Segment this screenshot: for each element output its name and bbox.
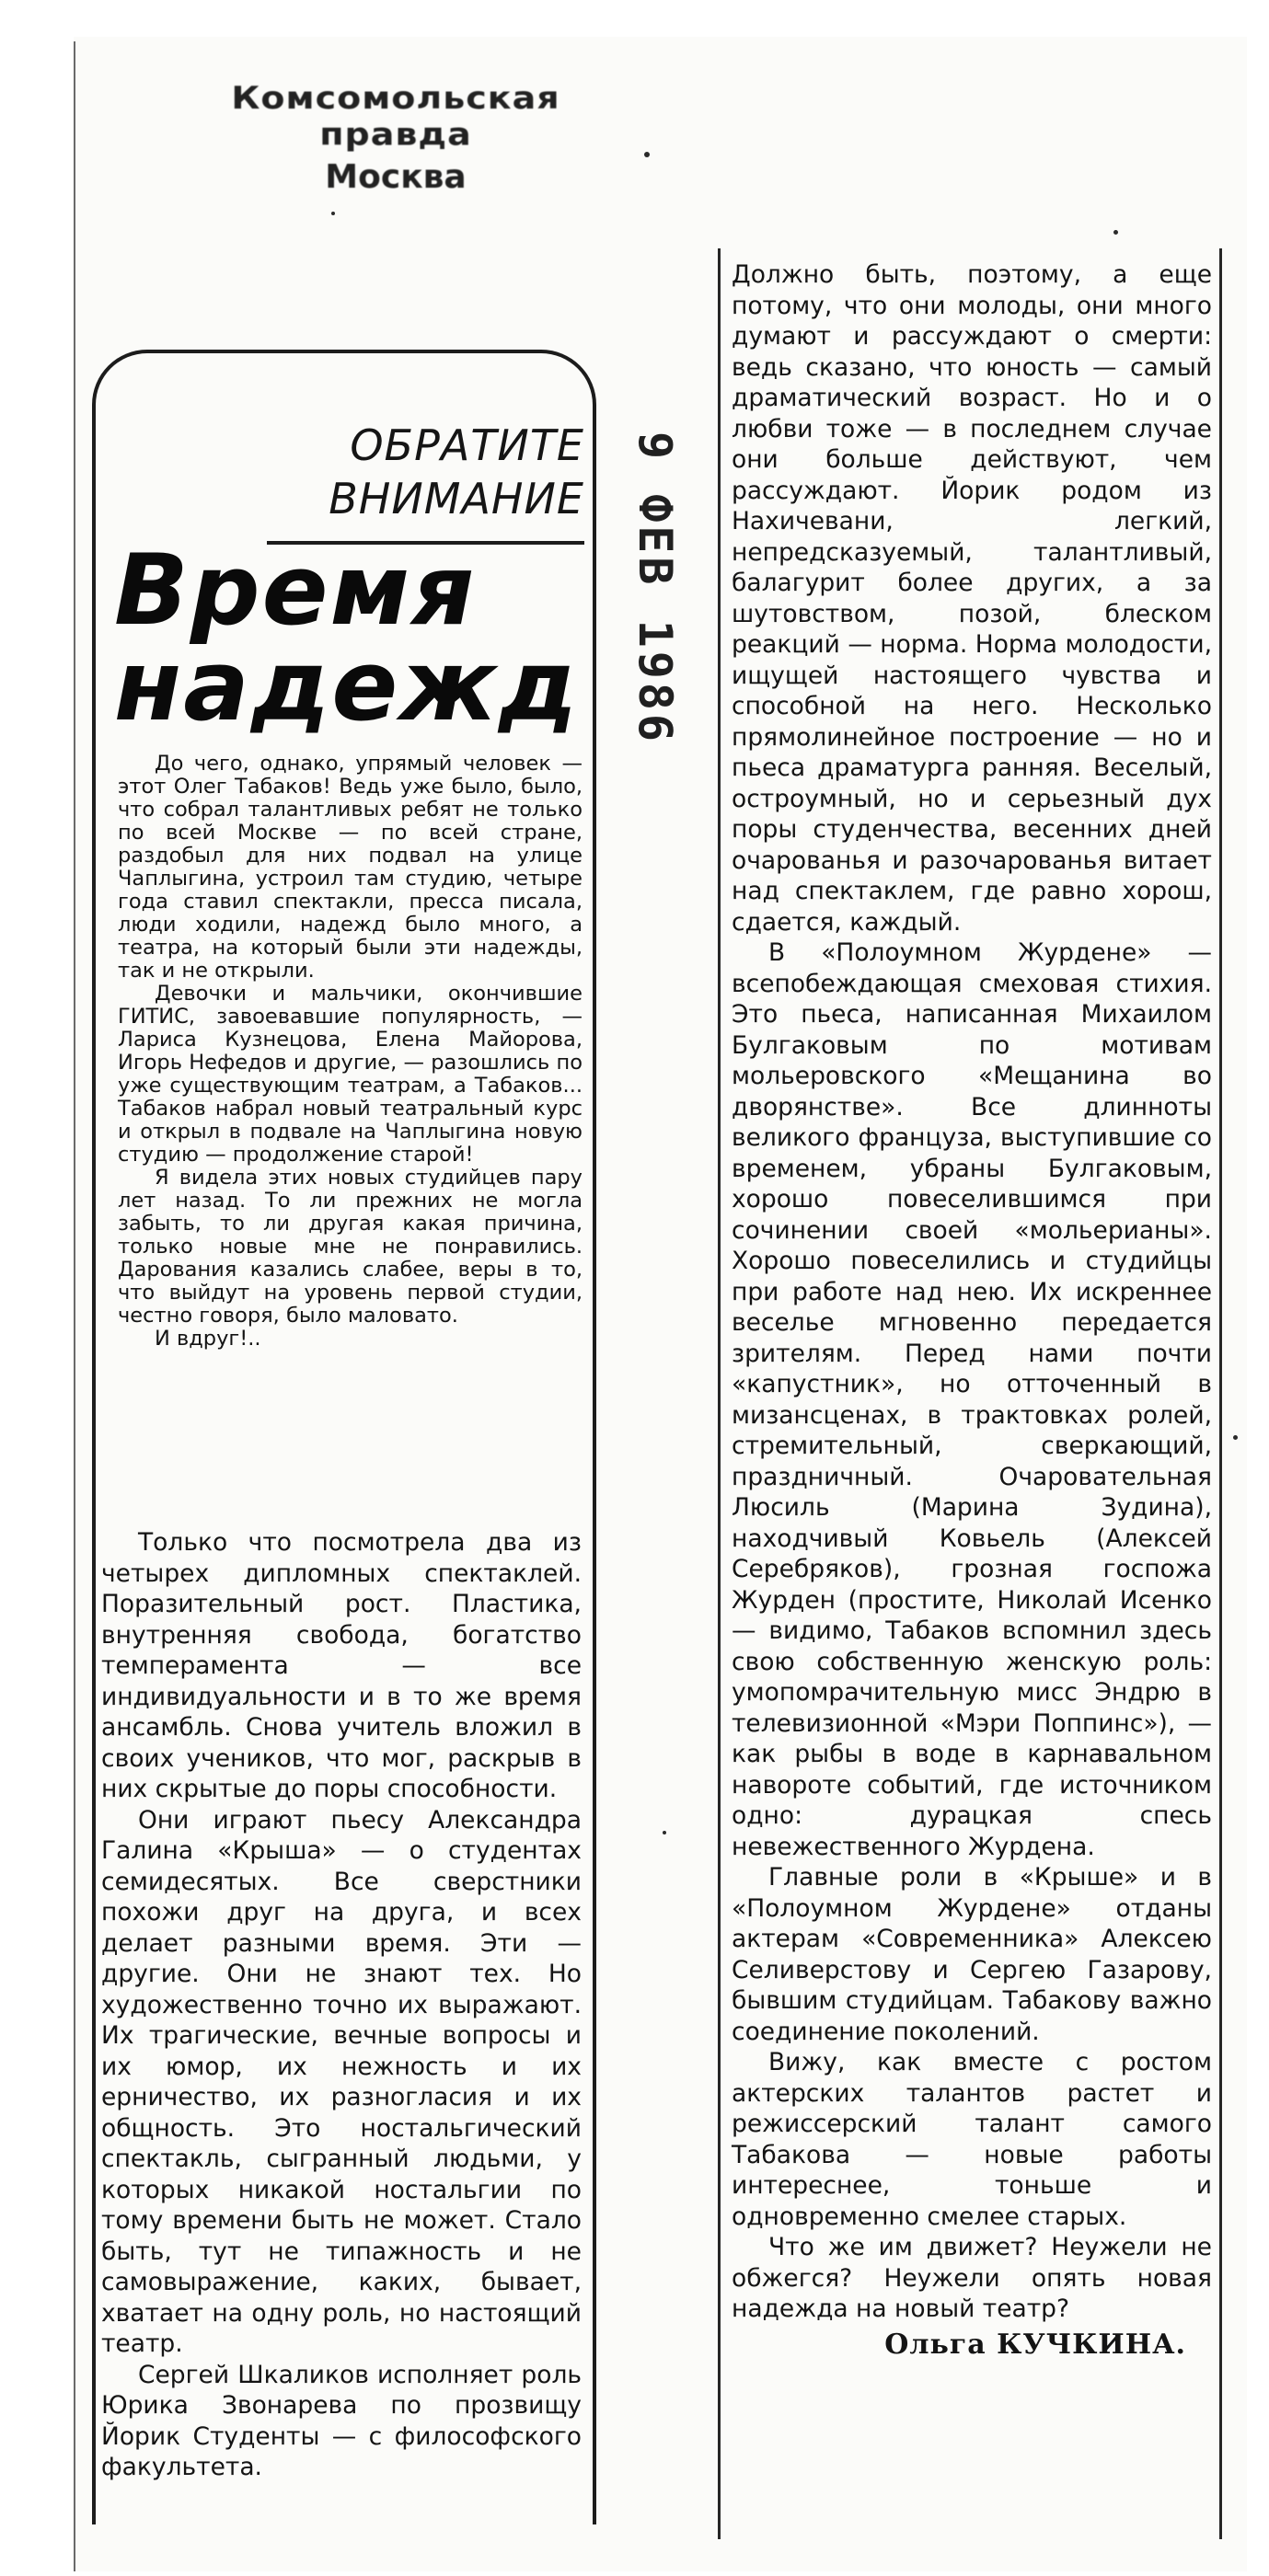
paragraph: Только что посмотрела два из четырех дипломных спектаклей. Поразительный рост. Пластика, внутренняя свобода, богатство темперамента — все индивидуальности и в то же время ансамбль. Снова учитель вложил в своих учеников, что мог, раскрыв в них скрытые до поры способности. (101, 1528, 582, 1803)
author-signature: Ольга КУЧКИНА. (884, 2328, 1186, 2361)
rubric-line-1: ОБРАТИТЕ (350, 420, 584, 470)
article-column-right (732, 259, 1212, 2361)
paragraph: Они играют пьесу Александра Галина «Крыша» — о студентах семидесятых. Все сверстники похожи друг на друга, и всех делает разными время. Эти — другие. Они не знают тех. Но художественно точно их выражают. Их трагические, вечные вопросы и их юмор, их нежность и их ерничество, их разногласия и их общность. Это ностальгический спектакль, сыгранный людьми, у которых никакой ностальгии по тому времени быть не может. Стало быть, тут не типажность и не самовыражение, каких, бывает, хватает на одну роль, но настоящий театр. (101, 1805, 582, 2358)
rubric-line-2: ВНИМАНИЕ (329, 474, 584, 523)
column-rule-right (1219, 248, 1222, 2539)
article-column-left-top (118, 753, 583, 1351)
newspaper-name: Комсомольская правда (231, 79, 560, 153)
paragraph: Главные роли в «Крыше» и в «Полоумном Журдене» отданы актерам «Современника» Алексею Селиверстову и Сергею Газарову, бывшим студийцам. Табакову важно соединение поколений. (732, 1863, 1212, 2046)
column-rule-left (718, 248, 721, 2539)
newspaper-city: Москва (325, 158, 467, 196)
paragraph: И вдруг!.. (155, 1327, 261, 1351)
headline (114, 534, 593, 742)
scan-speck (1113, 230, 1118, 235)
paragraph: Должно быть, поэтому, а еще потому, что они молоды, они много думают и рассуждают о смерти: ведь сказано, что юность — самый драматический возраст. Но и о любви тоже — в последнем случае они больше действуют, чем рассуждают. Йорик родом из Нахичевани, легкий, непредсказуемый, талантливый, балагурит более других, а за шутовством, позой, блеском реакций — норма. Норма молодости, ищущей настоящего чувства и способной на него. Несколько прямолинейное построение — но и пьеса драматурга ранняя. Веселый, остроумный, но и серьезный дух поры студенчества, весенних дней очарованья и разочарованья витает над спектаклем, где равно хорош, сдается, каждый. (732, 260, 1212, 937)
masthead (156, 75, 635, 196)
paragraph: Что же им движет? Неужели не обжегся? Неужели опять новая надежда на новый театр? (732, 2233, 1212, 2323)
stamp-date: 9 ФЕВ 1986 (629, 431, 682, 746)
clipping-edge (74, 41, 75, 2571)
paragraph: В «Полоумном Журдене» — всепобеждающая смеховая стихия. Это пьеса, написанная Михаилом Булгаковым по мотивам мольеровского «Мещанина во дворянстве». Все длинноты великого француза, выступившие со временем, убраны Булгаковым, хорошо повеселившимся при сочинении своей «мольерианы». Хорошо повеселились и студийцы при работе над нею. Их искреннее веселье мгновенно передается зрителям. Перед нами почти «капустник», но отточенный в мизансценах, в трактовках ролей, стремительный, сверкающий, праздничный. Очаровательная Люсиль (Марина Зудина), находчивый Ковьель (Алексей Серебряков), грозная госпожа Журден (простите, Николай Исенко — видимо, Табаков вспомнил здесь свою собственную женскую роль: умопомрачительную мисс Эндрю в телевизионной «Мэри Поппинс»), — как рыбы в воде в карнавальном навороте событий, где источником одно: дурацкая спесь невежественного Журдена. (732, 938, 1212, 1861)
paragraph: До чего, однако, упрямый человек — этот Олег Табаков! Ведь уже было, было, что собрал талантливых ребят не только по всей Москве — по всей стране, раздобыл для них подвал на улице Чаплыгина, устроил там студию, четыре года ставил спектакли, пресса писала, люди ходили, надежд было много, а театра, на который были эти надежды, так и не открыли. (118, 752, 583, 983)
headline-line-2: надежд (114, 629, 580, 742)
headline-line-1: Время (114, 534, 477, 647)
scan-speck (1233, 1435, 1238, 1440)
scan-speck (644, 152, 650, 157)
paragraph: Я видела этих новых студийцев пару лет назад. То ли прежних не могла забыть, то ли другая какая причина, только новые мне не понравились. Дарования казались слабее, веры в то, что выйдут на уровень первой студии, честно говоря, было маловато. (118, 1166, 583, 1328)
scan-speck (663, 1831, 666, 1834)
rubric (276, 419, 584, 525)
date-stamp (618, 432, 692, 782)
article-column-left-bottom (101, 1527, 582, 2483)
paragraph: Девочки и мальчики, окончившие ГИТИС, завоевавшие популярность, — Лариса Кузнецова, Елена Майорова, Игорь Нефедов и другие, — разошлись по уже существующим театрам, а Табаков... Табаков набрал новый театральный курс и открыл в подвале на Чаплыгина новую студию — продолжение старой! (118, 982, 583, 1167)
scan-speck (331, 212, 335, 215)
paragraph: Вижу, как вместе с ростом актерских талантов растет и режиссерский талант самого Табакова — новые работы интереснее, тоньше и одновременно смелее старых. (732, 2048, 1212, 2231)
paragraph: Сергей Шкаликов исполняет роль Юрика Звонарева по прозвищу Йорик Студенты — с философского факультета. (101, 2360, 582, 2481)
